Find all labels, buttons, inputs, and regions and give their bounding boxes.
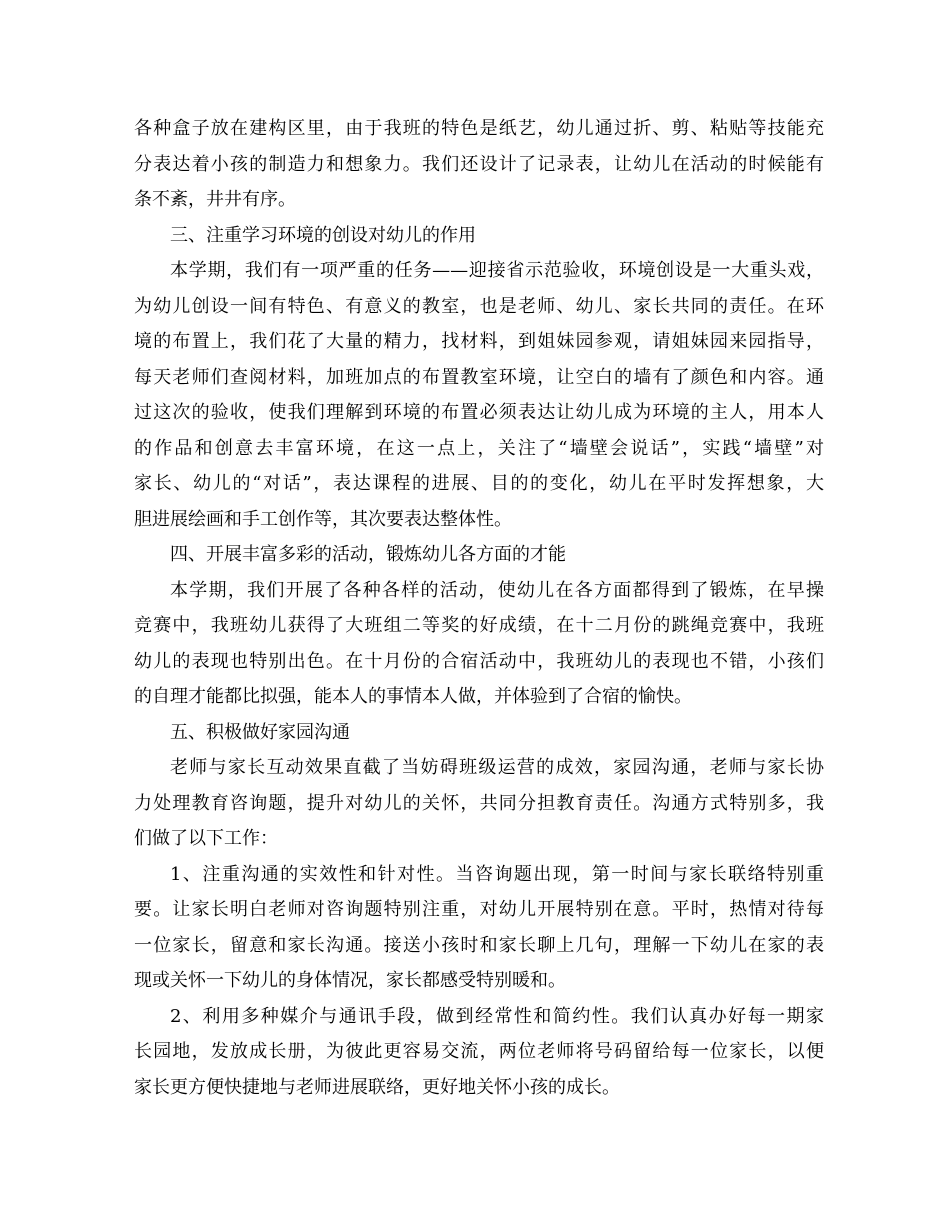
paragraph-line: 力处理教育咨询题，提升对幼儿的关怀，共同分担教育责任。沟通方式特别多，我 <box>134 792 824 814</box>
paragraph-first-line: 四、开展丰富多彩的活动，锻炼幼儿各方面的才能 <box>170 544 566 565</box>
paragraph-first-line: 老师与家长互动效果直截了当妨碍班级运营的成效，家园沟通，老师与家长协 <box>170 757 824 778</box>
paragraph-line: 家长更方便快捷地与老师进展联络，更好地关怀小孩的成长。 <box>134 1076 620 1098</box>
paragraph-line: 的作品和创意去丰富环境，在这一点上，关注了“墙壁会说话”，实践“墙壁”对 <box>134 437 824 459</box>
paragraph-first-line: 本学期，我们开展了各种各样的活动，使幼儿在各方面都得到了锻炼，在早操 <box>170 579 824 601</box>
paragraph-line: 现或关怀一下幼儿的身体情况，家长都感受特别暖和。 <box>134 970 566 991</box>
paragraph-line: 各种盒子放在建构区里，由于我班的特色是纸艺，幼儿通过折、剪、粘贴等技能充 <box>134 118 824 139</box>
paragraph-first-line: 三、注重学习环境的创设对幼儿的作用 <box>170 224 476 246</box>
paragraph-line: 竞赛中，我班幼儿获得了大班组二等奖的好成绩，在十二月份的跳绳竞赛中，我班 <box>134 615 824 636</box>
paragraph-line: 们做了以下工作： <box>134 828 278 849</box>
paragraph-line: 胆进展绘画和手工创作等，其次要表达整体性。 <box>134 508 512 530</box>
paragraph-line: 长园地，发放成长册，为彼此更容易交流，两位老师将号码留给每一位家长，以便 <box>134 1041 824 1062</box>
paragraph-line: 境的布置上，我们花了大量的精力，找材料，到姐妹园参观，请姐妹园来园指导， <box>134 331 824 352</box>
paragraph-line: 条不紊，井井有序。 <box>134 189 296 210</box>
paragraph-first-line: 本学期，我们有一项严重的任务——迎接省示范验收，环境创设是一大重头戏， <box>170 260 824 281</box>
paragraph-first-line: 1、注重沟通的实效性和针对性。当咨询题出现，第一时间与家长联络特别重 <box>170 863 824 885</box>
paragraph-line: 一位家长，留意和家长沟通。接送小孩时和家长聊上几句，理解一下幼儿在家的表 <box>134 934 824 956</box>
document-body <box>134 111 824 1105</box>
paragraph-first-line: 2、利用多种媒介与通讯手段，做到经常性和简约性。我们认真办好每一期家 <box>170 1005 824 1027</box>
paragraph-first-line: 五、积极做好家园沟通 <box>170 721 350 743</box>
paragraph-line: 为幼儿创设一间有特色、有意义的教室，也是老师、幼儿、家长共同的责任。在环 <box>134 295 824 317</box>
paragraph-line: 分表达着小孩的制造力和想象力。我们还设计了记录表，让幼儿在活动的时候能有 <box>134 153 824 175</box>
paragraph-line: 每天老师们查阅材料，加班加点的布置教室环境，让空白的墙有了颜色和内容。通 <box>134 366 824 388</box>
paragraph-line: 的自理才能都比拟强，能本人的事情本人做，并体验到了合宿的愉快。 <box>134 686 692 707</box>
paragraph-line: 家长、幼儿的“对话”，表达课程的进展、目的的变化，幼儿在平时发挥想象，大 <box>134 473 824 494</box>
paragraph-line: 过这次的验收，使我们理解到环境的布置必须表达让幼儿成为环境的主人，用本人 <box>134 402 824 423</box>
paragraph-line: 幼儿的表现也特别出色。在十月份的合宿活动中，我班幼儿的表现也不错，小孩们 <box>134 650 824 672</box>
paragraph-line: 要。让家长明白老师对咨询题特别注重，对幼儿开展特别在意。平时，热情对待每 <box>134 899 824 920</box>
